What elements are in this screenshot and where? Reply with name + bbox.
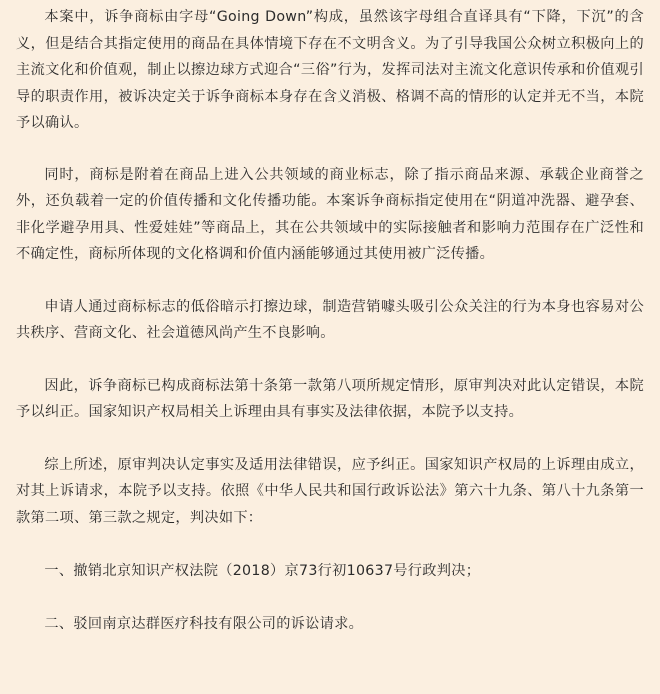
judgment-item-2: 二、驳回南京达群医疗科技有限公司的诉讼请求。 (44, 615, 364, 632)
paragraph-applicant-behavior: 申请人通过商标标志的低俗暗示打擦边球，制造营销噱头吸引公众关注的行为本身也容易对公共秩序、营商文化、社会道德风尚产生不良影响。 (16, 298, 644, 341)
paragraph-conclusion: 因此，诉争商标已构成商标法第十条第一款第八项所规定情形，原审判决对此认定错误，本院予以纠正。国家知识产权局相关上诉理由具有事实及法律依据，本院予以支持。 (16, 377, 644, 420)
paragraph-trademark-meaning: 本案中，诉争商标由字母“Going Down”构成，虽然该字母组合直译具有“下降，下沉”的含义，但是结合其指定使用的商品在具体情境下存在不文明含义。为了引导我国公众树立积极向上的主流文化和价值观，制止以擦边球方式迎合“三俗”行为，发挥司法对主流文化意识传承和价值观引导的职责作用，被诉决定关于诉争商标本身存在含义消极、格调不高的情形的认定并无不当，本院予以确认。 (16, 9, 644, 131)
judgment-item-1: 一、撤销北京知识产权法院（2018）京73行初10637号行政判决； (44, 563, 481, 579)
paragraph-trademark-function: 同时，商标是附着在商品上进入公共领域的商业标志，除了指示商品来源、承载企业商誉之外，还负载着一定的价值传播和文化传播功能。本案诉争商标指定使用在“阴道冲洗器、避孕套、非化学避孕用具、性爱娃娃”等商品上，其在公共领域中的实际接触者和影响力范围存在广泛性和不确定性，商标所体现的文化格调和价值内涵能够通过其使用被广泛传播。 (16, 166, 644, 262)
paragraph-summary: 综上所述，原审判决认定事实及适用法律错误，应予纠正。国家知识产权局的上诉理由成立，对其上诉请求，本院予以支持。依照《中华人民共和国行政诉讼法》第六十九条、第八十九条第一款第二项、第三款之规定，判决如下： (16, 456, 644, 526)
